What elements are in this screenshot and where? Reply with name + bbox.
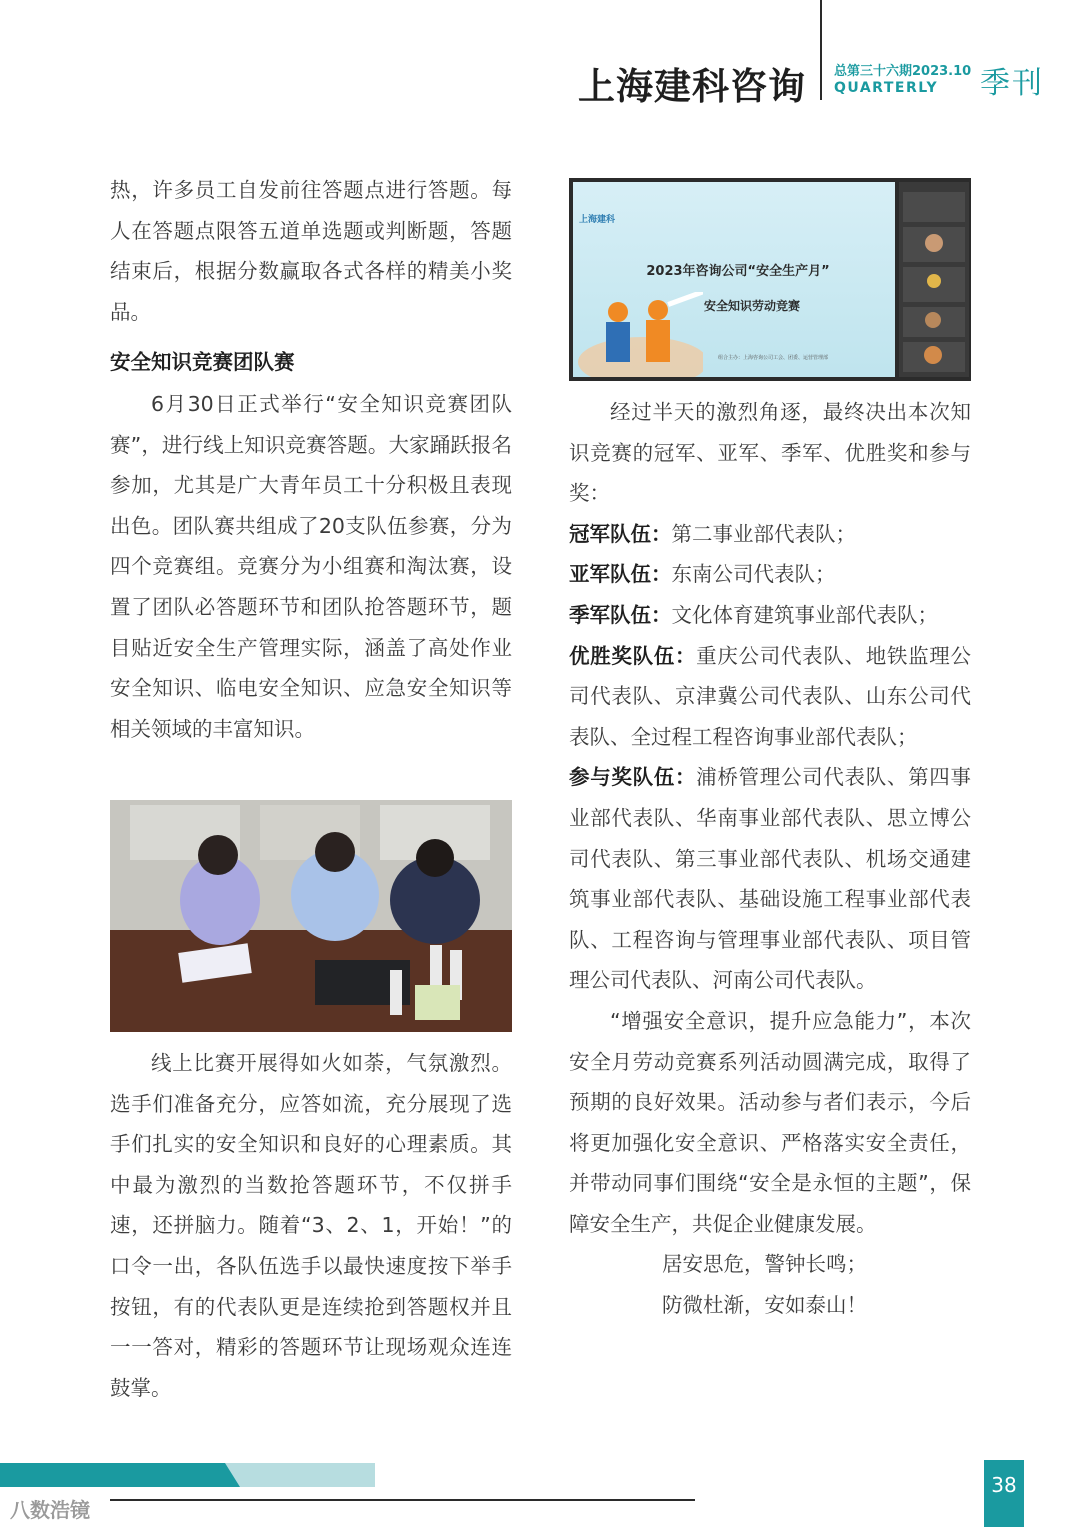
masthead-divider bbox=[820, 0, 822, 100]
page-number: 38 bbox=[991, 1473, 1017, 1497]
award-champion bbox=[569, 514, 971, 555]
meeting-photo-illustration bbox=[110, 800, 512, 1032]
paragraph: 经过半天的激烈角逐，最终决出本次知识竞赛的冠军、亚军、季军、优胜奖和参与奖： bbox=[569, 400, 971, 506]
issue-number: 总第三十六期2023.10 bbox=[834, 64, 972, 79]
closing-line: 居安思危，警钟长鸣； bbox=[662, 1252, 867, 1277]
paragraph: 线上比赛开展得如火如荼，气氛激烈。选手们准备充分，应答如流，充分展现了选手们扎实的安全知识和良好的心理素质。其中最为激烈的当数抢答题环节，不仅拼手速，还拼脑力。随着“3、2、1，开始！”的口令一出，各队伍选手以最快速度按下举手按钮，有的代表队更是连续抢到答题权并且一一答对，精彩的答题环节让现场观众连连鼓掌。 bbox=[110, 1051, 512, 1400]
award-text: 第二事业部代表队； bbox=[671, 521, 856, 546]
award-excellence bbox=[569, 636, 971, 758]
workers-illustration bbox=[573, 292, 703, 377]
masthead-title: 上海建科咨询 bbox=[578, 65, 806, 108]
watermark: 八数浩镜 bbox=[10, 1498, 90, 1522]
award-label: 参与奖队伍： bbox=[569, 765, 697, 790]
paragraph: “增强安全意识，提升应急能力”，本次安全月劳动竞赛系列活动圆满完成，取得了预期的良好效果。活动参与者们表示，今后将更加强化安全意识、严格落实安全责任，并带动同事们围绕“安全是永恒的主题”，保障安全生产，共促企业健康发展。 bbox=[569, 1008, 971, 1236]
award-label: 亚军队伍： bbox=[569, 562, 672, 587]
left-column-top bbox=[110, 170, 512, 749]
award-label: 季军队伍： bbox=[569, 602, 672, 627]
award-text: 重庆公司代表队、地铁监理公司代表队、京津冀公司代表队、山东公司代表队、全过程工程咨询事业部代表队； bbox=[569, 643, 972, 749]
left-column-bottom bbox=[110, 1043, 512, 1408]
quarterly-cn-label: 季刊 bbox=[980, 66, 1044, 101]
contest-slide bbox=[573, 182, 895, 377]
slide-organizer: 组合主办：上海咨询公司工会、团委、运营管理部 bbox=[718, 355, 829, 361]
slide-logo: 上海建科 bbox=[579, 215, 616, 225]
quarterly-label: QUARTERLY bbox=[834, 80, 939, 96]
paragraph: 6月30日正式举行“安全知识竞赛团队赛”，进行线上知识竞赛答题。大家踊跃报名参加，尤其是广大青年员工十分积极且表现出色。团队赛共组成了20支队伍参赛，分为四个竞赛组。竞赛分为小组赛和淘汰赛，设置了团队必答题环节和团队抢答题环节，题目贴近安全生产管理实际，涵盖了高处作业安全知识、临电安全知识、应急安全知识等相关领域的丰富知识。 bbox=[110, 391, 512, 741]
award-text: 东南公司代表队； bbox=[671, 562, 836, 587]
award-label: 优胜奖队伍： bbox=[569, 643, 697, 668]
award-text: 浦桥管理公司代表队、第四事业部代表队、华南事业部代表队、思立博公司代表队、第三事业部代表队、机场交通建筑事业部代表队、基础设施工程事业部代表队、工程咨询与管理事业部代表队、项目管理公司代表队、河南公司代表队。 bbox=[569, 765, 972, 993]
award-runner-up bbox=[569, 554, 971, 595]
slide-title: 2023年咨询公司“安全生产月” bbox=[646, 264, 830, 279]
closing-line: 防微杜渐，安如泰山！ bbox=[662, 1293, 867, 1318]
award-participation bbox=[569, 757, 971, 1001]
section-heading: 安全知识竞赛团队赛 bbox=[110, 350, 295, 375]
award-third bbox=[569, 595, 971, 636]
online-contest-screenshot bbox=[569, 178, 971, 381]
team-competition-photo bbox=[110, 800, 512, 1032]
right-column bbox=[569, 392, 971, 1326]
award-text: 文化体育建筑事业部代表队； bbox=[671, 602, 938, 627]
slide-subtitle: 安全知识劳动竞赛 bbox=[703, 299, 800, 313]
footer-accent-bar bbox=[0, 1463, 240, 1487]
award-label: 冠军队伍： bbox=[569, 521, 672, 546]
paragraph: 热，许多员工自发前往答题点进行答题。每人在答题点限答五道单选题或判断题，答题结束后，根据分数赢取各式各样的精美小奖品。 bbox=[110, 178, 512, 324]
footer-rule bbox=[110, 1499, 695, 1501]
participant-panel bbox=[899, 182, 969, 377]
